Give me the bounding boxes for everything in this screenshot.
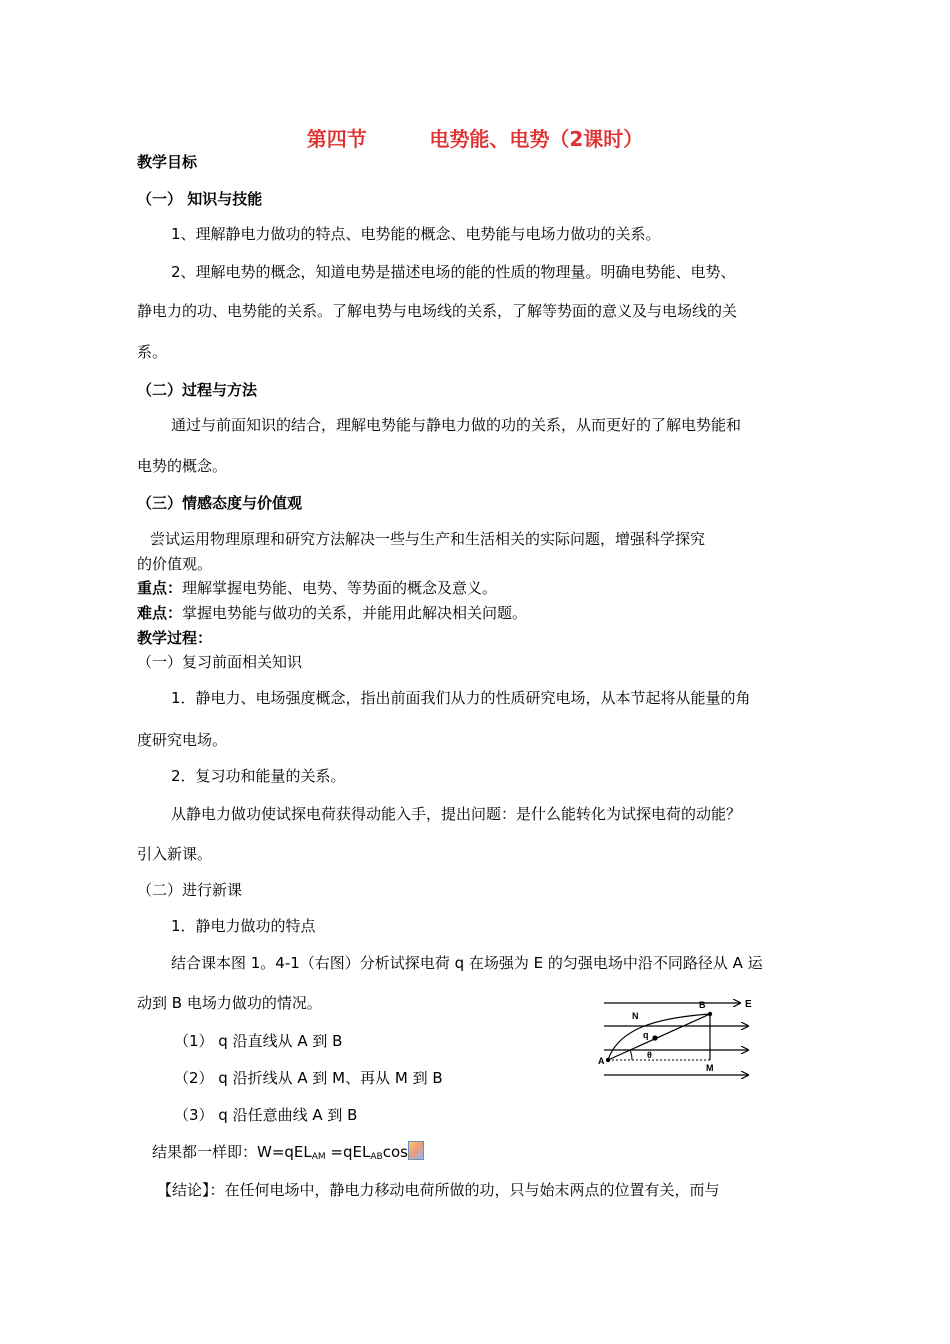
electric-field-figure [598,992,763,1082]
label-n: N [632,1011,639,1021]
paragraph-line: 电势的概念。 [137,457,228,475]
conclusion-line: 【结论】：在任何电场中，静电力移动电荷所做的功，只与始末两点的位置有关，而与 [157,1181,720,1199]
label-q: q [643,1030,649,1040]
subheading-process-method: （二）过程与方法 [137,381,258,399]
section-heading-process: 教学过程： [137,629,213,647]
paragraph-line: 系。 [137,343,168,361]
paragraph-line: 通过与前面知识的结合，理解电势能与静电力做的功的关系，从而更好的了解电势能和 [171,416,742,434]
label-theta: θ [647,1050,652,1060]
difficulty-line [137,603,527,623]
result-formula-line [152,1141,424,1167]
paragraph-line: 尝试运用物理原理和研究方法解决一些与生产和生活相关的实际问题，增强科学探究 [150,530,706,548]
paragraph-line: 引入新课。 [137,845,213,863]
page-title: 第四节 电势能、电势（2课时） [306,127,644,151]
formula-text-1: 结果都一样即：W=qEL [152,1143,312,1161]
subheading-review: （一）复习前面相关知识 [137,653,303,671]
label-m: M [706,1063,714,1073]
formula-subscript-ab: AB [370,1152,383,1162]
paragraph-line: 动到 B 电场力做功的情况。 [137,994,322,1012]
paragraph-line: 1．静电力、电场强度概念，指出前面我们从力的性质研究电场，从本节起将从能量的角 [171,689,751,707]
paragraph-line: 1．静电力做功的特点 [171,917,316,935]
label-e: E [745,999,752,1010]
section-heading-objectives: 教学目标 [137,153,198,171]
subheading-knowledge-skills: （一） 知识与技能 [137,190,263,208]
difficulty-label: 难点： [137,604,183,622]
paragraph-line: 2．复习功和能量的关系。 [171,767,346,785]
formula-text-3: cos [382,1143,408,1161]
paragraph-line: 2、理解电势的概念，知道电势是描述电场的能的性质的物理量。明确电势能、电势、 [171,263,736,281]
key-point-label: 重点： [137,579,183,597]
point-a-dot [606,1058,610,1062]
angle-arc [630,1050,632,1060]
label-a: A [598,1056,605,1066]
paragraph-line: 的价值观。 [137,555,213,573]
paragraph-line: 静电力的功、电势能的关系。了解电势与电场线的关系，了解等势面的意义及与电场线的关 [137,302,738,320]
subheading-new-lesson: （二）进行新课 [137,881,243,899]
key-point-line [137,578,497,598]
difficulty-text: 掌握电势能与做功的关系，并能用此解决相关问题。 [182,604,528,622]
list-item: （3） q 沿任意曲线 A 到 B [174,1106,358,1124]
point-b-dot [708,1012,712,1016]
paragraph-line: 结合课本图 1。4-1（右图）分析试探电荷 q 在场强为 E 的匀强电场中沿不同路径从 A 运 [171,954,763,972]
key-point-text: 理解掌握电势能、电势、等势面的概念及意义。 [182,579,498,597]
formula-text-2: =qEL [325,1143,371,1161]
charge-q-dot [652,1035,657,1040]
paragraph-line: 度研究电场。 [137,731,228,749]
subheading-attitude-values: （三）情感态度与价值观 [137,494,303,512]
paragraph-line: 从静电力做功使试探电荷获得动能入手，提出问题：是什么能转化为试探电荷的动能？ [171,805,742,823]
list-item: （2） q 沿折线从 A 到 M、再从 M 到 B [174,1069,443,1087]
list-item: （1） q 沿直线从 A 到 B [174,1032,343,1050]
paragraph-line: 1、理解静电力做功的特点、电势能的概念、电势能与电场力做功的关系。 [171,225,661,243]
label-b: B [699,1000,706,1010]
embedded-equation-icon [408,1141,424,1160]
formula-subscript-am: AM [311,1152,326,1162]
